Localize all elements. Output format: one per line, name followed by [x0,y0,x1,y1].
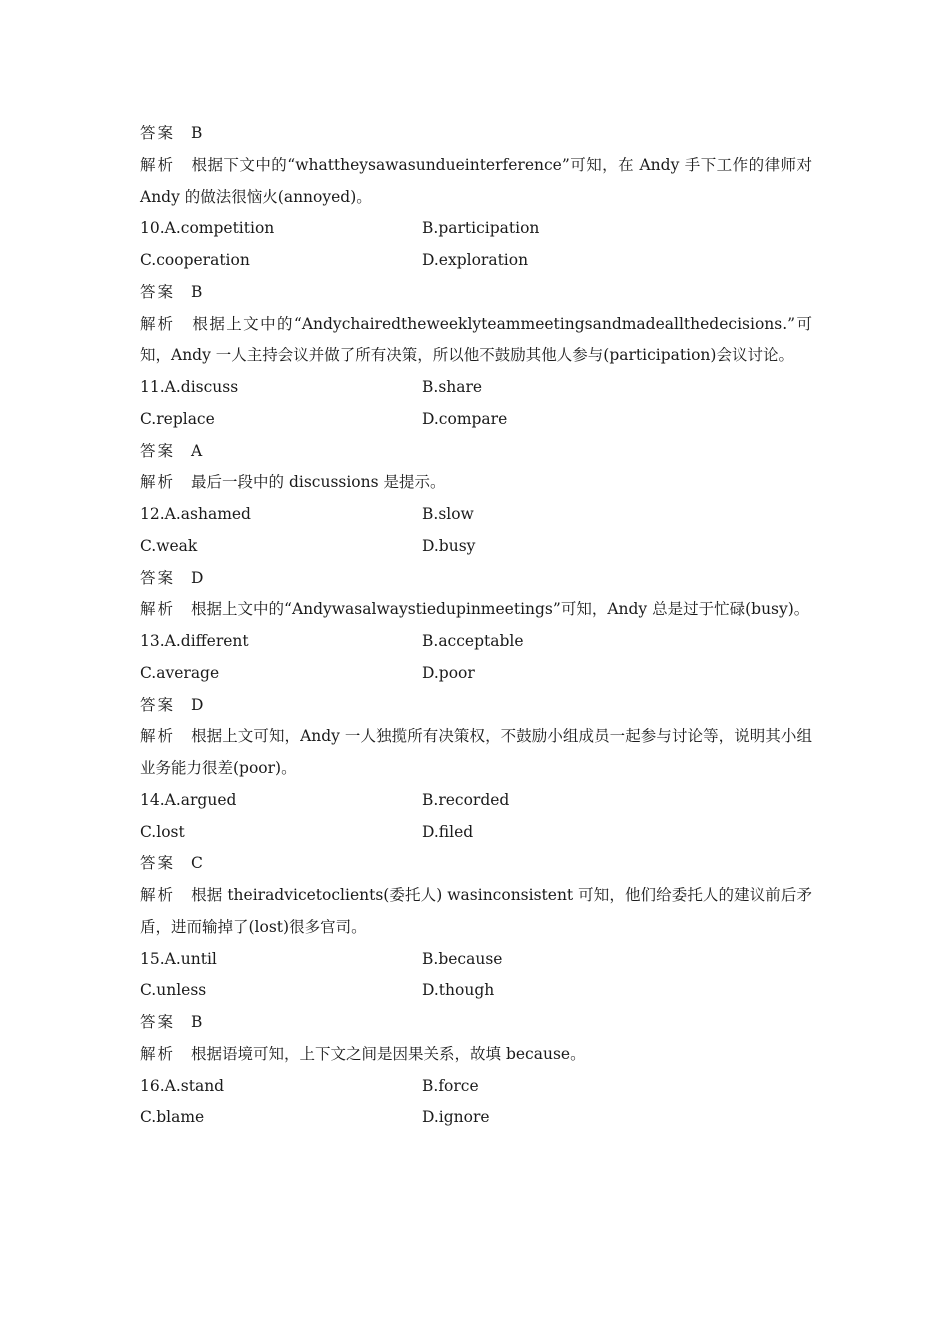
answer-line-9 [140,118,812,150]
explanation-label: 解析 [140,886,176,904]
explanation-label: 解析 [140,600,176,619]
answer-label: 答案 [140,441,176,460]
option-15-d: D.though [422,981,495,1000]
options-row-12-cd [140,531,812,563]
explanation-label: 解析 [140,473,176,492]
explanation-text: 根据 theiradvicetoclients(委托人) wasinconsistent 可知，他们给委托人的建议前后矛盾，进而输掉了(lost)很多官司。 [140,886,812,936]
option-11-a: 11.A.discuss [140,378,239,396]
options-row-11-cd [140,404,812,436]
answer-label: 答案 [140,282,176,301]
option-10-d: D.exploration [422,251,529,269]
answer-line-11 [140,436,812,468]
options-row-14-cd [140,817,812,849]
explanation-9 [140,150,812,214]
option-14-a: 14.A.argued [140,790,237,809]
answer-value: C [191,854,203,873]
answer-label: 答案 [140,124,176,142]
option-13-b: B.acceptable [422,632,524,650]
option-15-a: 15.A.until [140,949,217,968]
option-14-b: B.recorded [422,790,510,809]
answer-value: B [191,124,203,142]
option-12-c: C.weak [140,536,198,555]
answer-value: D [191,695,204,714]
explanation-15 [140,1039,812,1071]
option-13-a: 13.A.different [140,632,249,650]
answer-label: 答案 [140,1013,176,1031]
option-10-a: 10.A.competition [140,219,275,238]
options-row-13-cd [140,658,812,690]
options-row-16-ab [140,1071,812,1103]
option-10-b: B.participation [422,219,540,238]
explanation-text: 根据语境可知，上下文之间是因果关系，故填 because。 [191,1044,586,1063]
answer-value: A [191,441,203,460]
answer-label: 答案 [140,568,176,587]
option-11-d: D.compare [422,409,508,428]
options-row-12-ab [140,499,812,531]
option-12-b: B.slow [422,505,474,523]
options-row-11-ab [140,372,812,404]
explanation-14 [140,880,812,944]
options-row-10-cd [140,245,812,277]
option-14-c: C.lost [140,822,185,841]
options-row-13-ab [140,626,812,658]
option-12-d: D.busy [422,536,476,555]
option-10-c: C.cooperation [140,251,250,269]
explanation-label: 解析 [140,1044,176,1063]
option-15-c: C.unless [140,981,207,1000]
explanation-label: 解析 [140,155,176,174]
answer-line-10 [140,277,812,309]
answer-line-13 [140,690,812,722]
option-16-c: C.blame [140,1108,205,1127]
option-14-d: D.filed [422,822,474,841]
explanation-13 [140,721,812,785]
answer-label: 答案 [140,695,176,714]
options-row-16-cd [140,1102,812,1134]
explanation-text: 根据上文可知，Andy 一人独揽所有决策权，不鼓励小组成员一起参与讨论等，说明其小组业务能力很差(poor)。 [140,727,812,777]
answer-line-14 [140,848,812,880]
explanation-label: 解析 [140,727,176,746]
explanation-text: 根据上文中的“Andychairedtheweeklyteammeetingsandmadeallthedecisions.”可知，Andy 一人主持会议并做了所有决策，所以他不鼓励其他人参与(participation)会议讨论。 [140,314,812,365]
answer-value: B [191,282,203,301]
explanation-11 [140,467,812,499]
option-13-d: D.poor [422,663,475,682]
explanation-text: 根据下文中的“whattheysawasundueinterference”可知，在 Andy 手下工作的律师对 Andy 的做法很恼火(annoyed)。 [140,155,812,206]
option-11-c: C.replace [140,409,215,428]
explanation-10 [140,309,812,373]
option-11-b: B.share [422,378,483,396]
answer-label: 答案 [140,854,176,873]
answer-line-12 [140,563,812,595]
option-16-b: B.force [422,1076,479,1095]
answer-value: D [191,568,204,587]
explanation-label: 解析 [140,314,176,333]
explanation-text: 根据上文中的“Andywasalwaystiedupinmeetings”可知，Andy 总是过于忙碌(busy)。 [191,600,810,619]
answer-key [140,118,812,1134]
options-row-15-ab [140,944,812,976]
explanation-text: 最后一段中的 discussions 是提示。 [191,473,446,492]
option-15-b: B.because [422,949,503,968]
options-row-10-ab [140,213,812,245]
explanation-12 [140,594,812,626]
option-13-c: C.average [140,663,220,682]
answer-line-15 [140,1007,812,1039]
option-16-d: D.ignore [422,1108,490,1127]
option-12-a: 12.A.ashamed [140,505,251,523]
answer-value: B [191,1013,203,1031]
options-row-14-ab [140,785,812,817]
option-16-a: 16.A.stand [140,1076,225,1095]
options-row-15-cd [140,975,812,1007]
